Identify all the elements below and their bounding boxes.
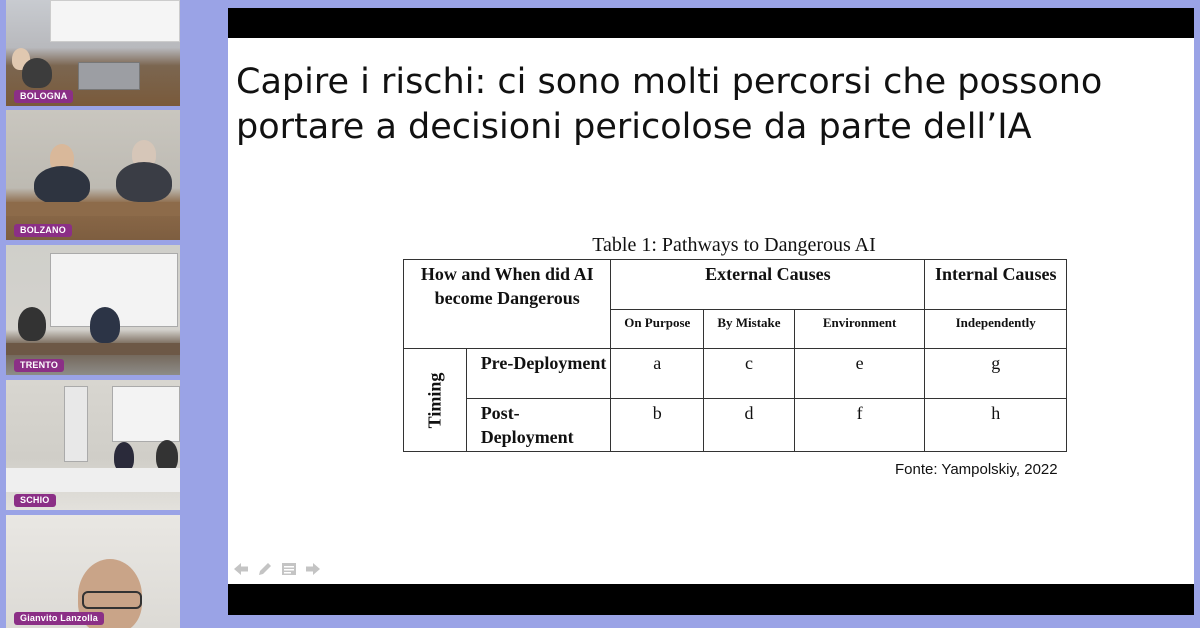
- menu-icon[interactable]: [280, 560, 298, 578]
- slide-navigation-controls: [232, 560, 322, 578]
- pencil-icon[interactable]: [256, 560, 274, 578]
- participant-figure: [34, 166, 90, 204]
- slide-title: Capire i rischi: ci sono molti percorsi che possono portare a decisioni pericolose da parte dell’IA: [236, 62, 1103, 147]
- participant-tile-lanzolla[interactable]: [6, 515, 180, 628]
- table-cell: c: [704, 349, 795, 399]
- participant-tile-schio[interactable]: [6, 380, 180, 510]
- projection-screen: [112, 386, 180, 442]
- table-cell: b: [611, 399, 704, 452]
- sub-header-independently: Independently: [925, 310, 1067, 349]
- arrow-right-icon[interactable]: [304, 560, 322, 578]
- participant-name-badge: TRENTO: [14, 359, 64, 372]
- participant-figure: [90, 307, 120, 343]
- timing-label: Timing: [424, 372, 445, 428]
- shared-slide-frame: [228, 8, 1194, 615]
- participant-figure: [18, 307, 46, 341]
- participant-figure: [116, 162, 172, 202]
- timing-label-cell: [404, 349, 467, 452]
- participant-name-badge: BOLOGNA: [14, 90, 73, 103]
- desk: [6, 468, 180, 492]
- external-causes-header: External Causes: [611, 260, 925, 310]
- table-cell: f: [794, 399, 925, 452]
- banner: [64, 386, 88, 462]
- arrow-left-icon[interactable]: [232, 560, 250, 578]
- participant-name-badge: BOLZANO: [14, 224, 72, 237]
- participant-name-badge: Gianvito Lanzolla: [14, 612, 104, 625]
- row-label-post-deployment: Post-Deployment: [466, 399, 611, 452]
- laptop: [78, 62, 140, 90]
- participant-tile-trento[interactable]: [6, 245, 180, 375]
- source-citation: Fonte: Yampolskiy, 2022: [895, 461, 1058, 478]
- internal-causes-header: Internal Causes: [925, 260, 1067, 310]
- participant-name-badge: SCHIO: [14, 494, 56, 507]
- table-cell: h: [925, 399, 1067, 452]
- projection-screen: [50, 0, 180, 42]
- desk: [6, 343, 180, 355]
- row-label-pre-deployment: Pre-Deployment: [466, 349, 611, 399]
- table-cell: e: [794, 349, 925, 399]
- participant-tile-bologna[interactable]: [6, 0, 180, 106]
- table-caption: Table 1: Pathways to Dangerous AI: [592, 234, 876, 256]
- sub-header-on-purpose: On Purpose: [611, 310, 704, 349]
- sub-header-by-mistake: By Mistake: [704, 310, 795, 349]
- pathways-table: [403, 259, 1067, 452]
- corner-header: How and When did AI become Dangerous: [404, 260, 611, 349]
- participant-figure: [22, 58, 52, 88]
- table-cell: g: [925, 349, 1067, 399]
- table-cell: a: [611, 349, 704, 399]
- participant-tile-bolzano[interactable]: [6, 110, 180, 240]
- glasses: [82, 591, 142, 609]
- sub-header-environment: Environment: [794, 310, 925, 349]
- desk: [6, 202, 180, 216]
- presentation-slide: [228, 38, 1194, 584]
- table-cell: d: [704, 399, 795, 452]
